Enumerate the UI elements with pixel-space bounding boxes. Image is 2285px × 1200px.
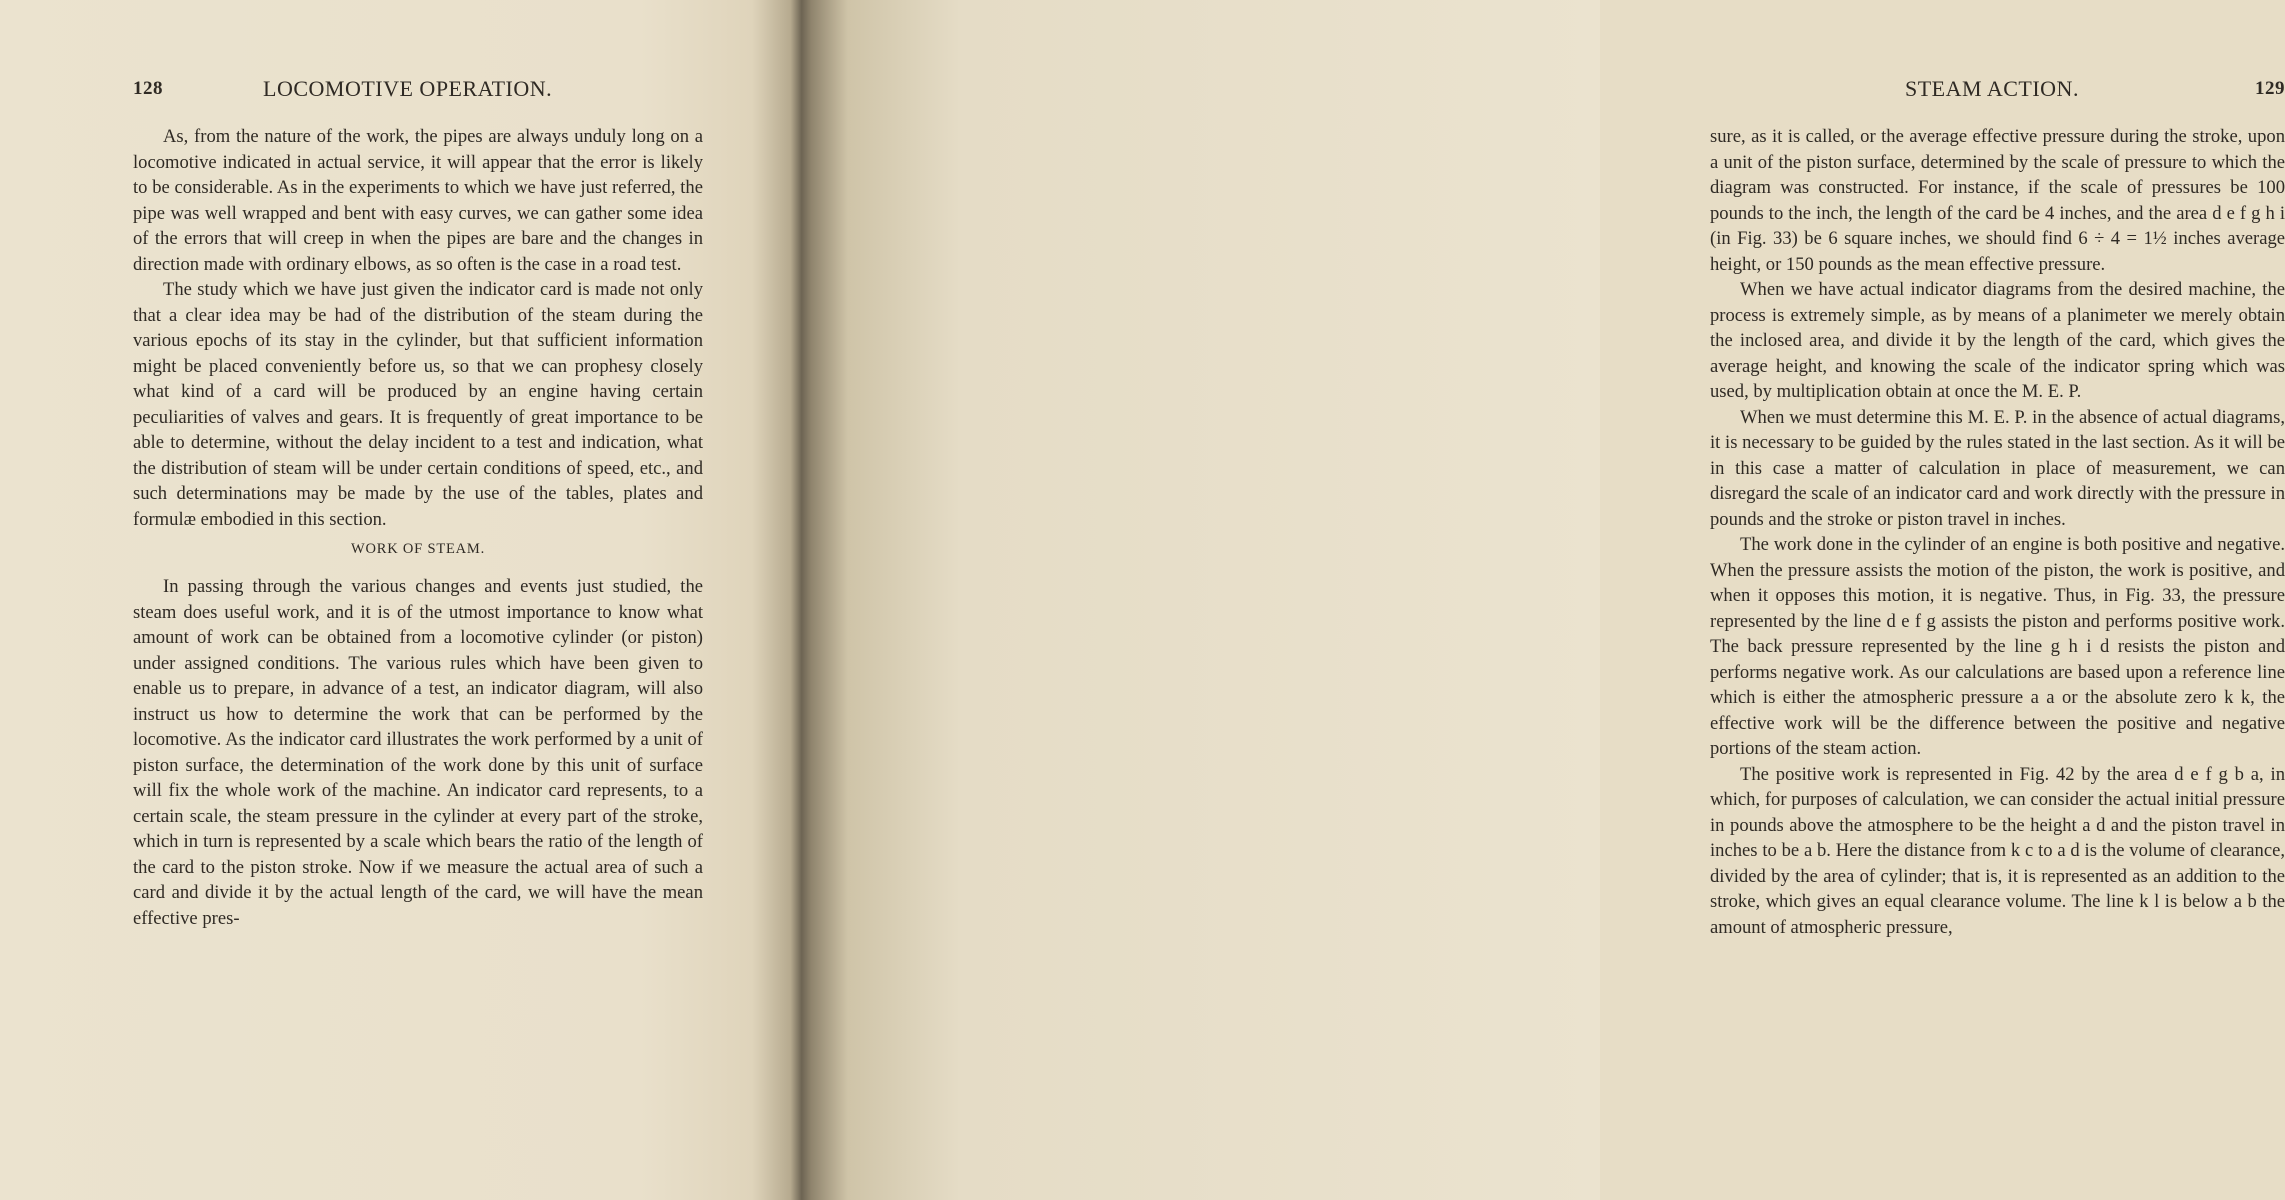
paragraph: When we must determine this M. E. P. in the absence of actual diagrams, it is necessary to be guided by the rules stated in the last section. As it will be in this case a matter of calculation in place of measurement, we can disregard the scale of an indicator card and work directly with the pressure in pounds and the stroke or piston travel in inches. <box>1710 406 2285 530</box>
left-page <box>0 0 800 1200</box>
right-running-header <box>1710 70 2285 110</box>
left-page-body <box>133 124 703 931</box>
right-page-body <box>1710 124 2285 940</box>
section-heading: WORK OF STEAM. <box>350 541 486 557</box>
left-running-header <box>133 70 703 110</box>
paragraph: When we have actual indicator diagrams from the desired machine, the process is extremely simple, as by means of a planimeter we merely obtain the inclosed area, and divide it by the length of the card, which gives the average height, and knowing the scale of the indicator spring which was used, by multiplication obtain at once the M. E. P. <box>1710 279 2285 402</box>
paragraph: The study which we have just given the indicator card is made not only that a clear idea may be had of the distribution of the steam during the various epochs of its stay in the cylinder, but that sufficient information might be placed conveniently before us, so that we can prophesy closely what kind of a card will be produced by an engine having certain peculiarities of valves and gears. It is frequently of great importance to be able to determine, without the delay incident to a test and indication, what the distribution of steam will be under certain conditions of speed, etc., and such determinations may be made by the use of the tables, plates and formulæ embodied in this section. <box>133 279 703 530</box>
page-number: 129 <box>2255 78 2285 99</box>
running-head: LOCOMOTIVE OPERATION. <box>263 76 553 101</box>
page-number: 128 <box>133 78 163 99</box>
paragraph: In passing through the various changes and events just studied, the steam does useful work, and it is of the utmost importance to know what amount of work can be obtained from a locomotive cylinder (or piston) under assigned conditions. The various rules which have been given to enable us to prepare, in advance of a test, an indicator diagram, will also instruct us how to determine the work that can be performed by the locomotive. As the indicator card illustrates the work performed by a unit of piston surface, the determination of the work done by this unit of surface will fix the whole work of the machine. An indicator card represents, to a certain scale, the steam pressure in the cylinder at every part of the stroke, which in turn is represented by a scale which bears the ratio of the length of the card to the piston stroke. Now if we measure the actual area of such a card and divide it by the actual length of the card, we will have the mean effective pres- <box>133 576 703 929</box>
paragraph: As, from the nature of the work, the pipes are always unduly long on a locomotive indicated in actual service, it will appear that the error is likely to be considerable. As in the experiments to which we have just referred, the pipe was well wrapped and bent with easy curves, we can gather some idea of the errors that will creep in when the pipes are bare and the changes in direction made with ordinary elbows, as so often is the case in a road test. <box>133 126 703 275</box>
right-page <box>800 0 2285 1200</box>
paragraph: The work done in the cylinder of an engine is both positive and negative. When the pressure assists the motion of the piston, the work is positive, and when it opposes this motion, it is negative. Thus, in Fig. 33, the pressure represented by the line d e f g assists the piston and performs positive work. The back pressure represented by the line g h i d resists the piston and performs negative work. As our calculations are based upon a reference line which is either the atmospheric pressure a a or the absolute zero k k, the effective work will be the difference between the positive and negative portions of the steam action. <box>1710 534 2285 759</box>
paragraph-continued: sure, as it is called, or the average effective pressure during the stroke, upon a unit of the piston surface, determined by the scale of pressure to which the diagram was constructed. For instance, if the scale of pressures be 100 pounds to the inch, the length of the card be 4 inches, and the area d e f g h i (in Fig. 33) be 6 square inches, we should find 6 ÷ 4 = 1½ inches average height, or 150 pounds as the mean effective pressure. <box>1710 126 2285 275</box>
running-head: STEAM ACTION. <box>1905 76 2079 101</box>
paragraph: The positive work is represented in Fig. 42 by the area d e f g b a, in which, for purposes of calculation, we can consider the actual initial pressure in pounds above the atmosphere to be the height a d and the piston travel in inches to be a b. Here the distance from k c to a d is the volume of clearance, divided by the area of cylinder; that is, it is represented as an addition to the stroke, which gives an equal clearance volume. The line k l is below a b the amount of atmospheric pressure, <box>1710 763 2285 938</box>
